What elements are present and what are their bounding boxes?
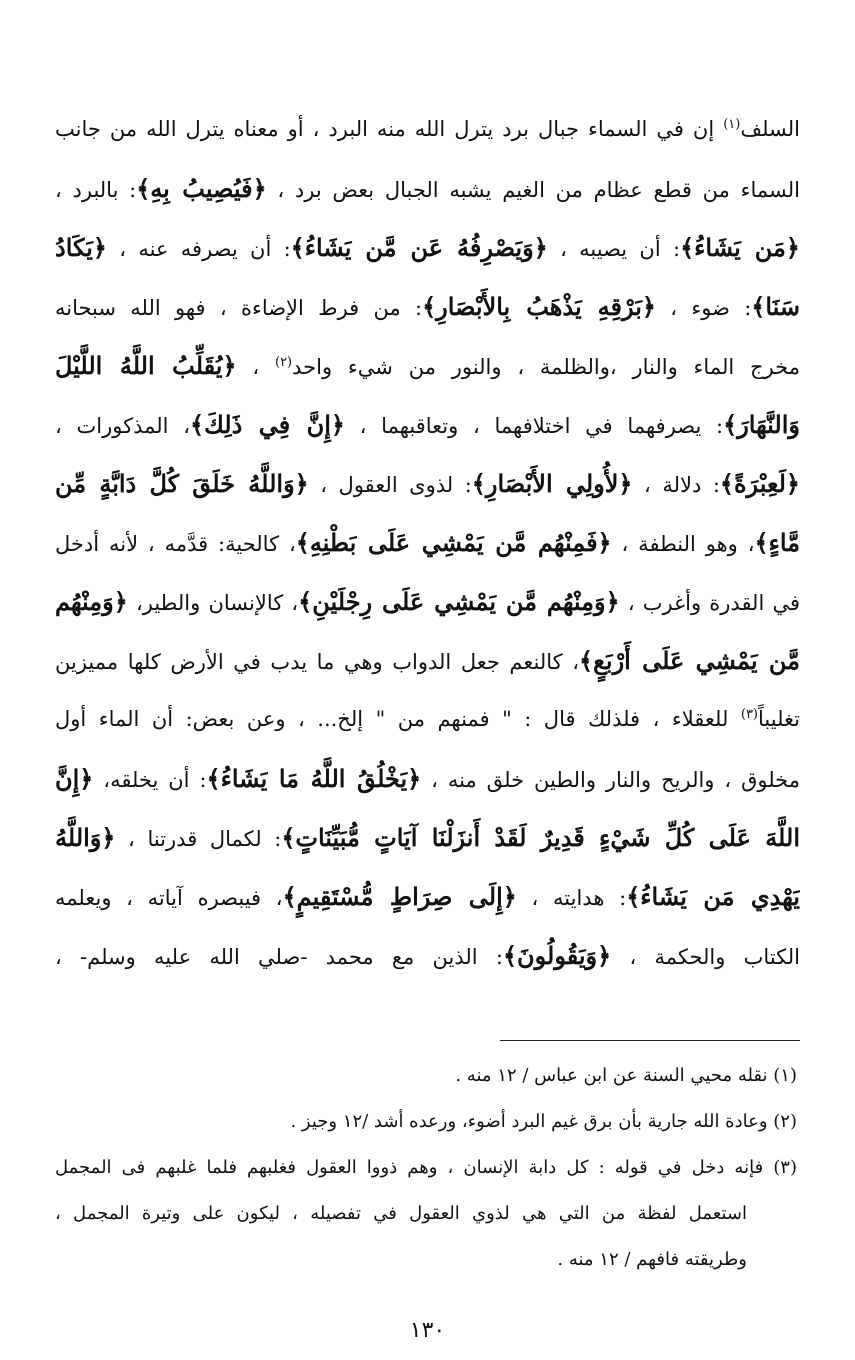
commentary-text: إن في السماء جبال برد يترل الله منه البرد ، أو معناه يترل الله من جانب <box>55 117 724 141</box>
quran-quote: ﴿وَاللَّهُ خَلَقَ كُلَّ دَابَّةٍ مِّن <box>55 469 309 498</box>
quran-quote: مَّاءٍ﴾ <box>754 528 800 557</box>
footnote-line: (٢) وعادة الله جارية بأن برق غيم البرد أضوء، ورعده أشد /١٢ وجيز . <box>290 1111 797 1132</box>
text-line <box>55 926 800 985</box>
footnote-line: استعمل لفظة من التي هي لذوي العقول في تفصيله ، ليكون على وتيرة المجمل ، <box>55 1203 747 1224</box>
commentary-text: : ضوء ، <box>656 296 752 320</box>
footnotes <box>55 1053 797 1283</box>
commentary-text: تغليباً <box>758 707 800 731</box>
quran-quote: سَنَا﴾ <box>751 292 800 321</box>
quran-quote: اللَّهَ عَلَى كُلِّ شَيْءٍ قَدِيرٌ لَقَدْ أَنزَلْنَا آيَاتٍ مُّبَيِّنَاتٍ﴾ <box>281 823 800 852</box>
main-text-body <box>55 100 800 985</box>
quran-quote: ﴿وَيَقُولُونَ﴾ <box>502 941 612 970</box>
quran-quote: ﴿وَمِنْهُم <box>55 587 128 616</box>
quran-quote: وَالنَّهَارَ﴾ <box>723 410 800 439</box>
footnote-line: وطريقته فافهم / ١٢ منه . <box>557 1249 747 1270</box>
commentary-text: السماء من قطع عظام من الغيم يشبه الجبال بعض برد ، <box>266 178 800 202</box>
text-line <box>55 218 800 277</box>
quran-quote: ﴿إِنَّ <box>55 764 94 793</box>
commentary-text: ، المذكورات ، <box>55 414 190 438</box>
quran-quote: ﴿مَن يَشَاءُ﴾ <box>680 233 800 262</box>
quran-quote: ﴿يُقَلِّبُ اللَّهُ اللَّيْلَ <box>55 351 237 380</box>
commentary-text: : دلالة ، <box>632 473 720 497</box>
quran-quote: ﴿إِلَى صِرَاطٍ مُّسْتَقِيمٍ﴾ <box>282 882 517 911</box>
commentary-text: للعقلاء ، فلذلك قال : " فمنهم من " إلخ... ، وعن بعض: أن الماء أول <box>55 707 741 731</box>
text-line <box>55 395 800 454</box>
commentary-text: ، كالإنسان والطير، <box>127 591 299 615</box>
text-line <box>55 277 800 336</box>
commentary-text: : أن يخلقه، <box>93 768 207 792</box>
text-line <box>55 749 800 808</box>
text-line <box>55 690 800 749</box>
text-line <box>55 572 800 631</box>
commentary-text: ، وهو النطفة ، <box>611 532 755 556</box>
quran-quote: ﴿وَمِنْهُم مَّن يَمْشِي عَلَى رِجْلَيْنِ﴾ <box>298 587 620 616</box>
commentary-text: : أن يصرفه عنه ، <box>107 237 291 261</box>
text-line <box>55 631 800 690</box>
text-line <box>55 100 800 159</box>
commentary-text: : يصرفهما في اختلافهما ، وتعاقبهما ، <box>344 414 724 438</box>
commentary-text: مخرج الماء والنار ،والظلمة ، والنور من شيء واحد <box>292 355 800 379</box>
footnote-separator <box>500 1040 800 1041</box>
text-line <box>55 867 800 926</box>
footnote-reference: (٣) <box>740 707 758 722</box>
commentary-text: : هدايته ، <box>516 886 627 910</box>
quran-quote: يَهْدِي مَن يَشَاءُ﴾ <box>626 882 800 911</box>
quran-quote: ﴿إِنَّ فِي ذَلِكَ﴾ <box>190 410 345 439</box>
commentary-text: مخلوق ، والريح والنار والطين خلق منه ، <box>421 768 800 792</box>
quran-quote: مَّن يَمْشِي عَلَى أَرْبَعٍ﴾ <box>579 646 800 675</box>
text-line <box>55 808 800 867</box>
commentary-text: ، كالنعم جعل الدواب وهي ما يدب في الأرض كلها مميزين <box>55 650 580 674</box>
quran-quote: ﴿لأُولِي الأَبْصَارِ﴾ <box>471 469 633 498</box>
commentary-text: : الذين مع محمد -صلي الله عليه وسلم- ، <box>55 945 503 969</box>
text-line <box>55 454 800 513</box>
commentary-text: : بالبرد ، <box>55 178 137 202</box>
commentary-text: : من فرط الإضاءة ، فهو الله سبحانه <box>55 296 423 320</box>
footnote-reference: (١) <box>723 117 741 132</box>
commentary-text: ، فيبصره آياته ، ويعلمه <box>55 886 283 910</box>
text-line <box>55 513 800 572</box>
quran-quote: ﴿بَرْقِهِ يَذْهَبُ بِالأَبْصَارِ﴾ <box>422 292 656 321</box>
text-line <box>55 159 800 218</box>
text-line <box>55 336 800 395</box>
page-number: ١٣٠ <box>409 1318 446 1343</box>
quran-quote: ﴿يَكَادُ <box>55 233 107 262</box>
footnote-line: (٣) فإنه دخل في قوله : كل دابة الإنسان ، وهم ذووا العقول فغلبهم فلما غلبهم فى المجمل <box>55 1157 797 1178</box>
commentary-text: في القدرة وأغرب ، <box>619 591 800 615</box>
quran-quote: ﴿فَيُصِيبُ بِهِ﴾ <box>136 174 267 203</box>
commentary-text: : لكمال قدرتنا ، <box>115 827 282 851</box>
footnote-line: (١) نقله محيي السنة عن ابن عباس / ١٢ منه . <box>455 1065 797 1086</box>
commentary-text: ، كالحية: قدَّمه ، لأنه أدخل <box>55 532 296 556</box>
quran-quote: ﴿لَعِبْرَةً﴾ <box>719 469 800 498</box>
quran-quote: ﴿فَمِنْهُم مَّن يَمْشِي عَلَى بَطْنِهِ﴾ <box>295 528 612 557</box>
commentary-text: ، <box>236 355 275 379</box>
quran-quote: ﴿يَخْلُقُ اللَّهُ مَا يَشَاءُ﴾ <box>206 764 422 793</box>
commentary-text: الكتاب والحكمة ، <box>611 945 800 969</box>
commentary-text: السلف <box>740 117 800 141</box>
quran-quote: ﴿وَيَصْرِفُهُ عَن مَّن يَشَاءُ﴾ <box>290 233 548 262</box>
quran-quote: ﴿وَاللَّهُ <box>55 823 116 852</box>
commentary-text: : لذوى العقول ، <box>308 473 472 497</box>
footnote-reference: (٢) <box>274 355 293 370</box>
commentary-text: : أن يصيبه ، <box>547 237 681 261</box>
